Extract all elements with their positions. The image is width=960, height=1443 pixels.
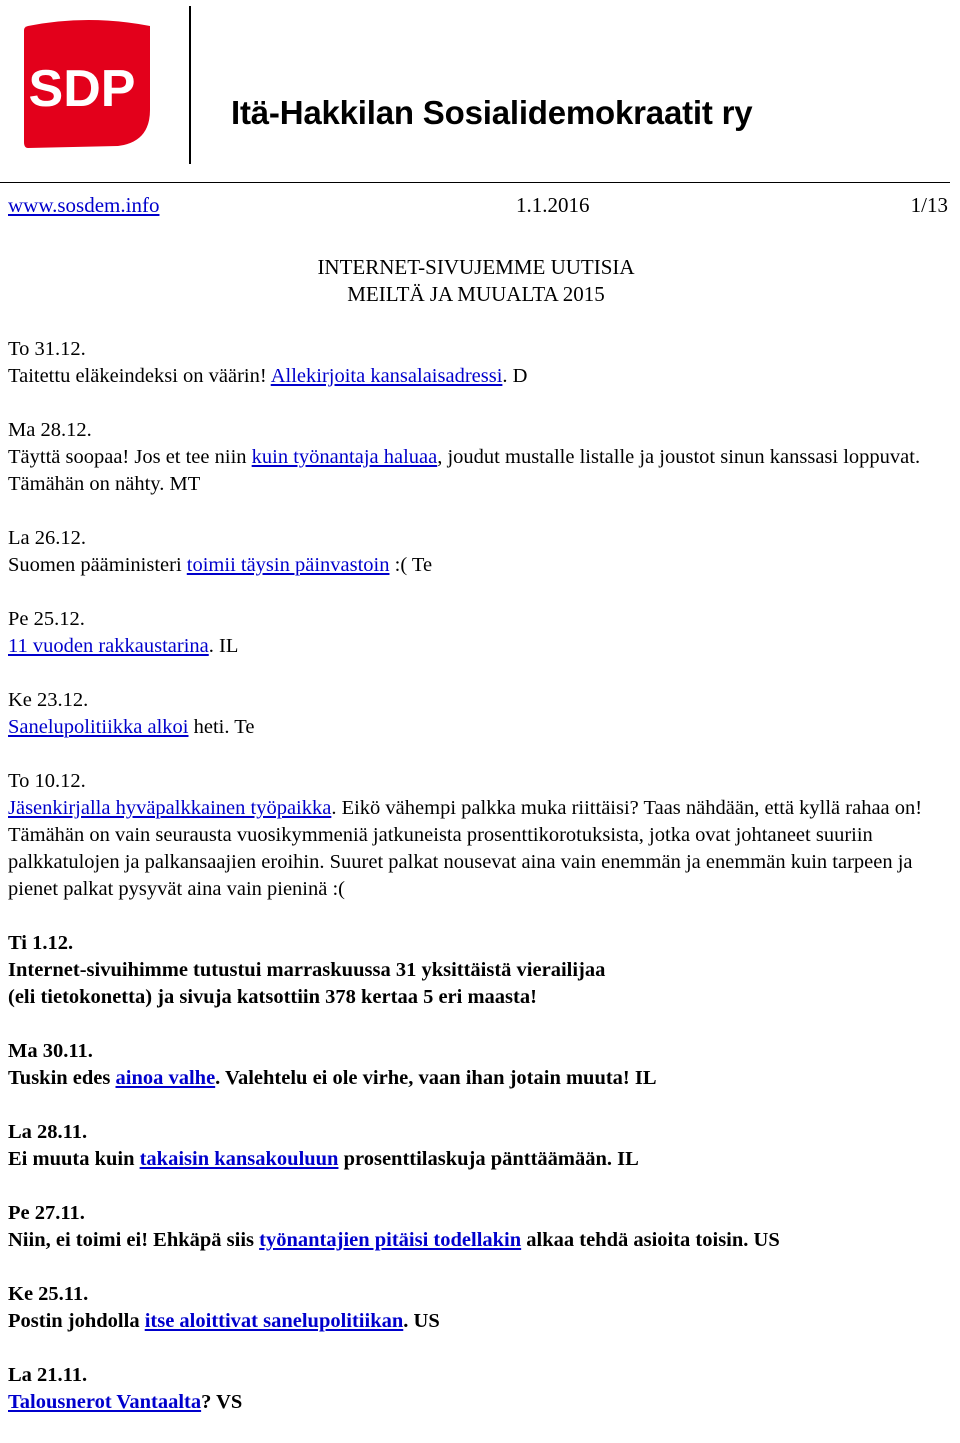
page-header	[0, 0, 960, 175]
news-entry-text	[8, 957, 952, 1011]
news-link[interactable]: Talousnerot Vantaalta	[8, 1391, 202, 1413]
document-title-line-1: INTERNET-SIVUJEMME UUTISIA	[317, 255, 635, 279]
news-text-segment: :( Te	[389, 554, 433, 576]
news-list	[8, 336, 952, 1443]
meta-row	[8, 193, 948, 223]
news-link[interactable]: 11 vuoden rakkaustarina	[8, 635, 209, 657]
news-entry-text	[8, 714, 952, 741]
organization-name: Itä-Hakkilan Sosialidemokraatit ry	[231, 94, 753, 131]
news-text-segment: . IL	[208, 635, 239, 657]
news-entry-date: Pe 25.12.	[8, 608, 85, 630]
site-link[interactable]: www.sosdem.info	[8, 193, 160, 217]
news-text-segment: alkaa tehdä asioita toisin. US	[521, 1229, 780, 1251]
news-text-segment: Tuskin edes	[8, 1067, 116, 1089]
news-entry-text	[8, 1227, 952, 1254]
news-entry-text	[8, 552, 952, 579]
news-text-segment: Taitettu eläkeindeksi on väärin!	[8, 365, 271, 387]
document-title-line-2: MEILTÄ JA MUUALTA 2015	[347, 282, 605, 306]
news-text-segment: heti. Te	[188, 716, 255, 738]
news-text-segment: Internet-sivuihimme tutustui marraskuussa 31 yksittäistä vierailijaa	[8, 959, 606, 981]
news-entry	[8, 1200, 952, 1254]
news-link[interactable]: Allekirjoita kansalaisadressi	[270, 365, 503, 387]
news-entry-date: Ke 23.12.	[8, 689, 89, 711]
news-link[interactable]: Jäsenkirjalla hyväpalkkainen työpaikka	[8, 797, 332, 819]
news-entry	[8, 336, 952, 390]
news-entry-date: Pe 27.11.	[8, 1202, 85, 1224]
document-date: 1.1.2016	[516, 193, 590, 217]
news-link[interactable]: ainoa valhe	[115, 1067, 216, 1089]
news-link[interactable]: kuin työnantaja haluaa	[251, 446, 438, 468]
news-entry-text	[8, 633, 952, 660]
news-entry-text	[8, 363, 952, 390]
news-entry	[8, 1038, 952, 1092]
news-entry-date: La 28.11.	[8, 1121, 88, 1143]
sdp-logo	[18, 18, 158, 152]
news-link[interactable]: työnantajien pitäisi todellakin	[259, 1229, 522, 1251]
news-entry	[8, 1281, 952, 1335]
news-text-segment: . Valehtelu ei ole virhe, vaan ihan jotain muuta! IL	[215, 1067, 657, 1089]
news-entry	[8, 525, 952, 579]
news-entry-date: Ma 30.11.	[8, 1040, 93, 1062]
news-text-segment: Ei muuta kuin	[8, 1148, 140, 1170]
news-entry	[8, 930, 952, 1011]
logo-text: SDP	[28, 60, 136, 118]
news-entry-date: To 31.12.	[8, 338, 86, 360]
news-text-segment: prosenttilaskuja pänttäämään. IL	[338, 1148, 639, 1170]
news-entry-text	[8, 795, 952, 903]
header-divider	[189, 6, 191, 164]
news-link[interactable]: toimii täysin päinvastoin	[186, 554, 390, 576]
news-text-segment: , joudut mustalle listalle ja joustot sinun kanssasi loppuvat. Tämähän on nähty. MT	[8, 446, 921, 495]
news-entry	[8, 417, 952, 498]
news-entry-date: Ma 28.12.	[8, 419, 92, 441]
news-entry	[8, 1362, 952, 1416]
news-entry-date: La 26.12.	[8, 527, 86, 549]
header-rule	[0, 182, 950, 183]
news-entry	[8, 606, 952, 660]
news-entry-text	[8, 1389, 952, 1416]
news-entry	[8, 1119, 952, 1173]
news-text-segment: . Eikö vähempi palkka muka riittäisi? Taas nähdään, että kyllä rahaa on! Tämähän on vain seurausta vuosikymmeniä jatkuneista prosenttikorotuksista, jotka ovat johtaneet suuriin palkkatulojen ja palkansaajien eroihin. Suuret palkat nousevat aina vain enemmän ja enemmän kuin tarpeen ja pienet palkat pysyvät aina vain pieninä :(	[8, 797, 923, 900]
news-entry-date: La 21.11.	[8, 1364, 88, 1386]
news-text-segment: Suomen pääministeri	[8, 554, 187, 576]
news-entry	[8, 768, 952, 903]
news-text-segment: Täyttä soopaa! Jos et tee niin	[8, 446, 252, 468]
news-entry-text	[8, 1146, 952, 1173]
news-entry	[8, 687, 952, 741]
news-text-segment: (eli tietokonetta) ja sivuja katsottiin 378 kertaa 5 eri maasta!	[8, 986, 537, 1008]
news-text-segment: . US	[403, 1310, 440, 1332]
news-entry-date: Ti 1.12.	[8, 932, 74, 954]
news-entry-date: To 10.12.	[8, 770, 86, 792]
news-entry-text	[8, 1308, 952, 1335]
news-text-segment: Postin johdolla	[8, 1310, 145, 1332]
news-link[interactable]: itse aloittivat sanelupolitiikan	[144, 1310, 404, 1332]
news-text-segment: Niin, ei toimi ei! Ehkäpä siis	[8, 1229, 260, 1251]
news-text-segment: ? VS	[201, 1391, 243, 1413]
news-entry-date: Ke 25.11.	[8, 1283, 89, 1305]
news-entry-text	[8, 444, 952, 498]
news-entry-text	[8, 1065, 952, 1092]
news-link[interactable]: Sanelupolitiikka alkoi	[8, 716, 189, 738]
page-number: 1/13	[910, 193, 948, 217]
news-text-segment: . D	[502, 365, 528, 387]
document-title	[0, 254, 952, 308]
news-link[interactable]: takaisin kansakouluun	[139, 1148, 339, 1170]
